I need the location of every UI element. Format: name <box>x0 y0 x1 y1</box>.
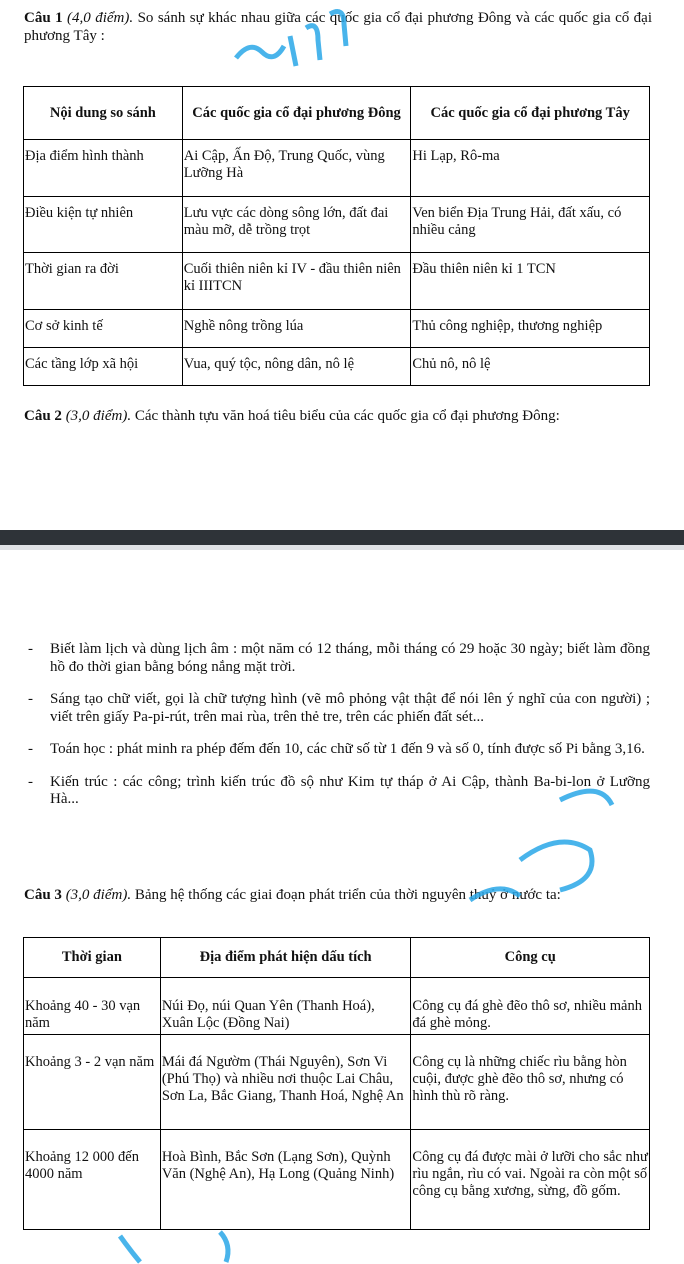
table-header-cell: Địa điểm phát hiện dấu tích <box>160 938 411 978</box>
table-cell: Thủ công nghiệp, thương nghiệp <box>411 310 650 348</box>
watermark-stroke <box>120 1236 140 1262</box>
watermark-stroke <box>220 1232 228 1262</box>
list-item <box>24 641 650 676</box>
question-2 <box>24 407 652 425</box>
table-row <box>24 978 650 1035</box>
achievements-list <box>24 641 650 824</box>
table-cell: Các tầng lớp xã hội <box>24 348 183 386</box>
table-cell: Điều kiện tự nhiên <box>24 197 183 253</box>
table-cell: Cơ sở kinh tế <box>24 310 183 348</box>
table-header-cell: Công cụ <box>411 938 650 978</box>
table-header-cell: Các quốc gia cổ đại phương Đông <box>182 87 411 140</box>
table-row <box>24 1035 650 1130</box>
table-header-cell: Thời gian <box>24 938 161 978</box>
table-row <box>24 253 650 310</box>
table-cell: Công cụ là những chiếc rìu bằng hòn cuội, được ghè đẽo thô sơ, nhưng có hình thù rõ ràng. <box>411 1035 650 1130</box>
table-cell: Công cụ đá được mài ở lưỡi cho sắc như rìu ngắn, rìu có vai. Ngoài ra còn một số công cụ bằng xương, sừng, đồ gốm. <box>411 1130 650 1230</box>
prehistory-table <box>23 937 650 1230</box>
table-cell: Nghề nông trồng lúa <box>182 310 411 348</box>
question-3-points: (3,0 điểm). <box>65 887 132 903</box>
comparison-table <box>23 86 650 386</box>
table-cell: Vua, quý tộc, nông dân, nô lệ <box>182 348 411 386</box>
table-cell: Núi Đọ, núi Quan Yên (Thanh Hoá), Xuân Lộc (Đồng Nai) <box>160 978 411 1035</box>
table-row <box>24 197 650 253</box>
list-item <box>24 774 650 809</box>
question-2-text: Các thành tựu văn hoá tiêu biểu của các quốc gia cổ đại phương Đông: <box>131 408 560 424</box>
watermark-stroke <box>520 842 592 890</box>
list-item-text: Kiến trúc : các công; trình kiến trúc đồ sộ như Kim tự tháp ở Ai Cập, thành Ba-bi-lon ở Lưỡng Hà... <box>50 773 650 807</box>
table-cell: Đầu thiên niên kỉ 1 TCN <box>411 253 650 310</box>
table-cell: Hoà Bình, Bắc Sơn (Lạng Sơn), Quỳnh Văn (Nghệ An), Hạ Long (Quảng Ninh) <box>160 1130 411 1230</box>
question-2-points: (3,0 điểm). <box>65 408 132 424</box>
question-3-text: Bảng hệ thống các giai đoạn phát triển của thời nguyên thuỷ ở nước ta: <box>131 887 561 903</box>
question-2-label: Câu 2 <box>24 408 62 424</box>
table-header-cell: Các quốc gia cổ đại phương Tây <box>411 87 650 140</box>
table-cell: Khoảng 12 000 đến 4000 năm <box>24 1130 161 1230</box>
table-cell: Ai Cập, Ấn Độ, Trung Quốc, vùng Lưỡng Hà <box>182 140 411 197</box>
table-cell: Công cụ đá ghè đẽo thô sơ, nhiều mảnh đá ghè mỏng. <box>411 978 650 1035</box>
question-1-text: So sánh sự khác nhau giữa các quốc gia cổ đại phương Đông và các quốc gia cổ đại phương Tây : <box>24 10 652 44</box>
table-row <box>24 310 650 348</box>
question-3-label: Câu 3 <box>24 887 62 903</box>
table-cell: Hi Lạp, Rô-ma <box>411 140 650 197</box>
table-header-row <box>24 938 650 978</box>
table-cell: Địa điểm hình thành <box>24 140 183 197</box>
page-break-shadow <box>0 545 684 550</box>
bullet-dash: - <box>28 773 33 790</box>
question-1-label: Câu 1 <box>24 10 63 26</box>
table-row <box>24 1130 650 1230</box>
bullet-dash: - <box>28 741 33 757</box>
table-cell: Khoảng 40 - 30 vạn năm <box>24 978 161 1035</box>
bullet-dash: - <box>28 641 33 657</box>
list-item-text: Sáng tạo chữ viết, gọi là chữ tượng hình (vẽ mô phỏng vật thật để nói lên ý nghĩ của con người) ; viết trên giấy Pa-pi-rút, trên mai rùa, trên thẻ tre, trên các phiến đất sét... <box>50 691 650 725</box>
table-cell: Cuối thiên niên kỉ IV - đầu thiên niên kỉ IIITCN <box>182 253 411 310</box>
table-header-row <box>24 87 650 140</box>
list-item <box>24 691 650 726</box>
table-cell: Lưu vực các dòng sông lớn, đất đai màu mỡ, dễ trồng trọt <box>182 197 411 253</box>
list-item-text: Toán học : phát minh ra phép đếm đến 10, các chữ số từ 1 đến 9 và số 0, tính được số Pi bằng 3,16. <box>50 741 645 757</box>
table-header-cell: Nội dung so sánh <box>24 87 183 140</box>
list-item-text: Biết làm lịch và dùng lịch âm : một năm có 12 tháng, mỗi tháng có 29 hoặc 30 ngày; biết làm đồng hồ đo thời gian bằng bóng nắng mặt trời. <box>50 641 650 675</box>
table-cell: Ven biển Địa Trung Hải, đất xấu, có nhiều cảng <box>411 197 650 253</box>
question-1-points: (4,0 điểm). <box>67 10 134 26</box>
table-cell: Thời gian ra đời <box>24 253 183 310</box>
table-cell: Khoảng 3 - 2 vạn năm <box>24 1035 161 1130</box>
table-row <box>24 140 650 197</box>
list-item <box>24 741 650 759</box>
page-break-bar <box>0 530 684 545</box>
table-cell: Mái đá Ngườm (Thái Nguyên), Sơn Vi (Phú Thọ) và nhiều nơi thuộc Lai Châu, Sơn La, Bắc Giang, Thanh Hoá, Nghệ An <box>160 1035 411 1130</box>
watermark-stroke <box>236 46 284 58</box>
table-row <box>24 348 650 386</box>
question-3 <box>24 886 652 904</box>
question-1 <box>24 9 652 45</box>
table-cell: Chủ nô, nô lệ <box>411 348 650 386</box>
bullet-dash: - <box>28 691 33 707</box>
